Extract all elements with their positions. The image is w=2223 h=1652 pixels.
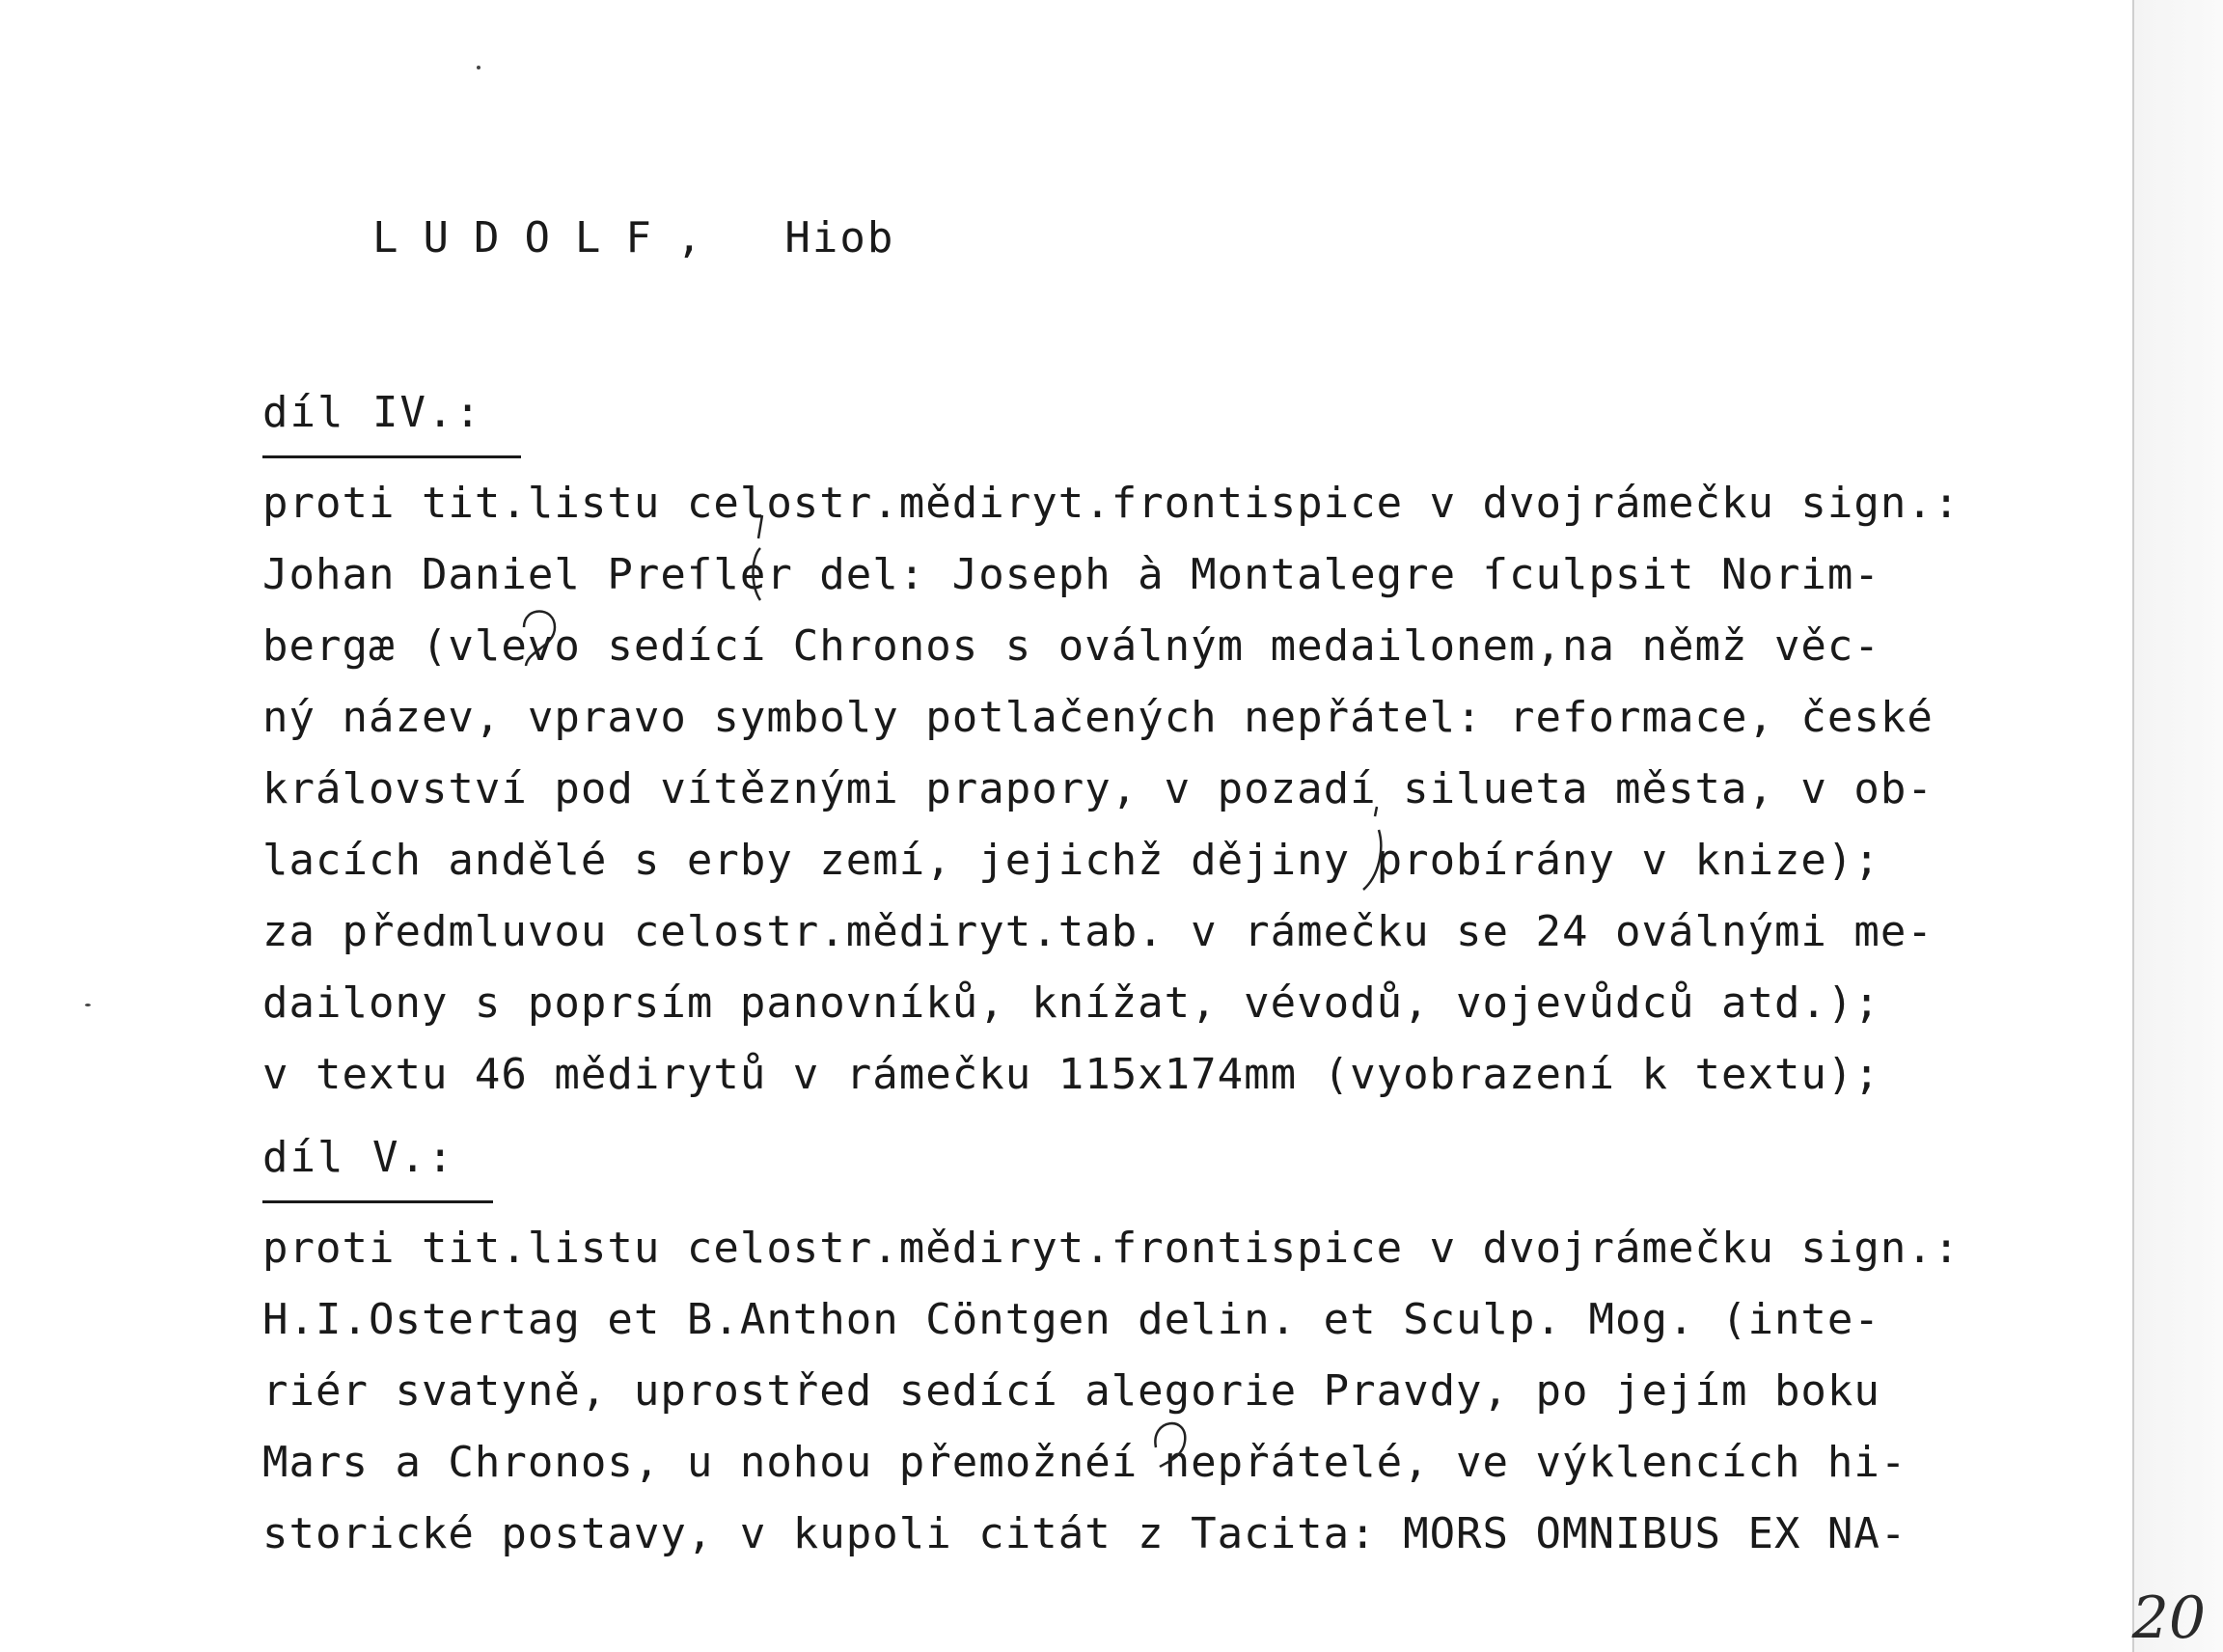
- author-given-name: Hiob: [784, 213, 895, 262]
- text-line: království pod vítěznými prapory, v pozadí silueta města, v ob-: [262, 764, 1934, 813]
- section-title: díl V.:: [262, 1129, 493, 1203]
- text-line: proti tit.listu celostr.mědiryt.frontispice v dvojrámečku sign.:: [262, 1224, 1961, 1273]
- section-part-iv: [262, 384, 2154, 1111]
- text-line: dailony s poprsím panovníků, knížat, vévodů, vojevůdců atd.);: [262, 978, 1880, 1028]
- text-line: proti tit.listu celostr.mědiryt.frontispice v dvojrámečku sign.:: [262, 479, 1961, 528]
- text-line: ný název, vpravo symboly potlačených nepřátel: reformace, české: [262, 693, 1934, 742]
- section-title: díl IV.:: [262, 384, 521, 458]
- dust-speck: [477, 66, 480, 69]
- text-line: lacích andělé s erby zemí, jejichž dějiny probírány v knize);: [262, 836, 1880, 885]
- author-heading: [262, 164, 894, 312]
- section-part-v: [262, 1129, 2154, 1570]
- text-line: bergæ (vlevo sedící Chronos s oválným medailonem,na němž věc-: [262, 621, 1880, 671]
- handwritten-correction-mark: [733, 509, 791, 606]
- text-line: riér svatyně, uprostřed sedící alegorie Pravdy, po jejím boku: [262, 1366, 1880, 1416]
- section-text: [262, 1213, 2154, 1570]
- handwritten-correction-mark: [516, 598, 564, 675]
- text-line: za předmluvou celostr.mědiryt.tab. v rámečku se 24 oválnými me-: [262, 907, 1934, 956]
- handwritten-correction-mark: [1356, 801, 1394, 897]
- text-line: Johan Daniel Preſler del: Joseph à Montalegre ſculpsit Norim-: [262, 550, 1880, 599]
- dust-speck: [85, 1004, 91, 1006]
- text-line: H.I.Ostertag et B.Anthon Cöntgen delin. et Sculp. Mog. (inte-: [262, 1295, 1880, 1344]
- text-line: storické postavy, v kupoli citát z Tacita: MORS OMNIBUS EX NA-: [262, 1509, 1907, 1558]
- author-surname: LUDOLF,: [371, 213, 727, 262]
- page-number: 20: [2131, 1584, 2206, 1652]
- text-line: v textu 46 mědirytů v rámečku 115x174mm (vyobrazení k textu);: [262, 1050, 1880, 1099]
- text-line: Mars a Chronos, u nohou přemožnéí nepřátelé, ve výklencích hi-: [262, 1438, 1907, 1487]
- handwritten-correction-mark: [1146, 1409, 1194, 1486]
- section-text: [262, 468, 2154, 1111]
